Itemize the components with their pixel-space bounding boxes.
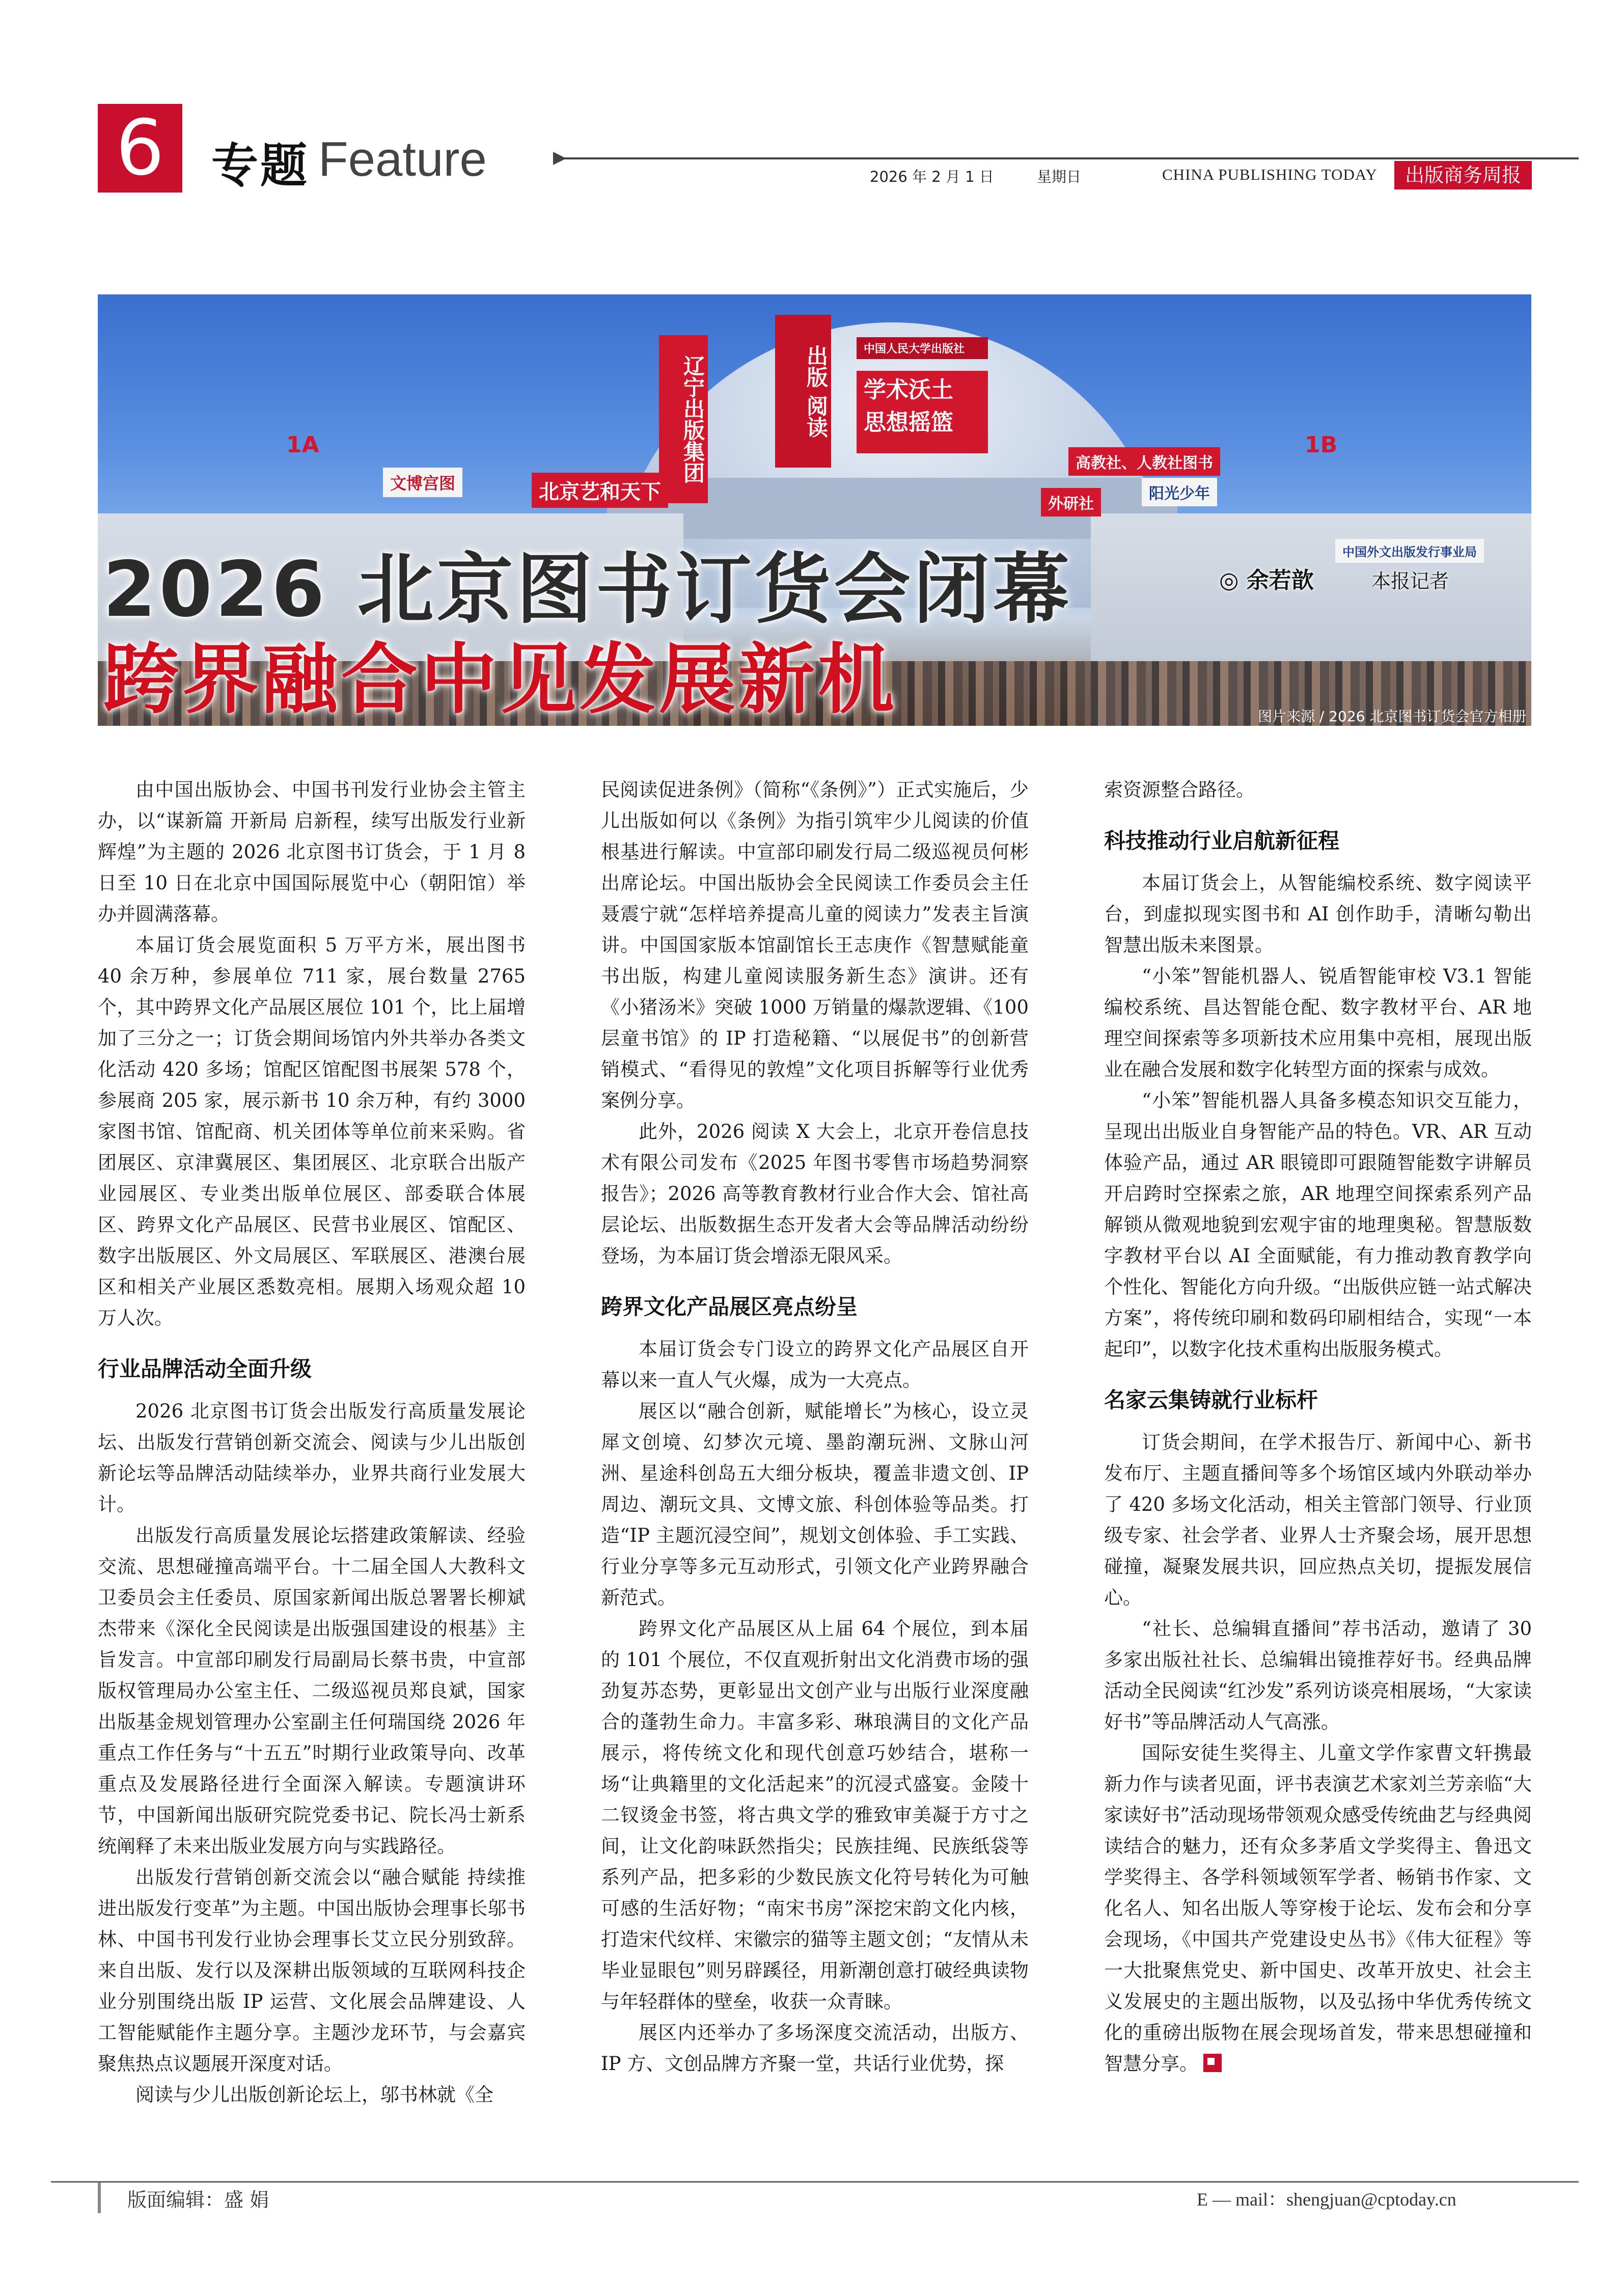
banner-reading: 出版 阅读 [775, 315, 831, 468]
footer-editor: 版面编辑：盛 娟 [127, 2189, 269, 2211]
paragraph: 展区以“融合创新，赋能增长”为核心，设立灵犀文创境、幻梦次元境、墨韵潮玩洲、文脉山河洲、星途科创岛五大细分板块，覆盖非遗文创、IP 周边、潮玩文具、文博文旅、科创体验等品类。打造“IP 主题沉浸空间”，规划文创体验、手工实践、行业分享等多元互动形式，引领文化产业跨界融合新范式。 [601, 1400, 1029, 1609]
byline-author: ◎ 余若歆 [1219, 567, 1314, 593]
article-column-1 [98, 774, 526, 2110]
publication-name-en: CHINA PUBLISHING TODAY [1162, 166, 1378, 183]
sign-yihe-tianxia: 北京艺和天下 [532, 473, 668, 508]
subheading: 跨界文化产品展区亮点纷呈 [601, 1294, 858, 1319]
byline-role: 本报记者 [1371, 570, 1449, 592]
paragraph: 展区内还举办了多场深度交流活动，出版方、IP 方、文创品牌方齐聚一堂，共话行业优势，探 [601, 2022, 1029, 2075]
paragraph: 出版发行高质量发展论坛搭建政策解读、经验交流、思想碰撞高端平台。十二届全国人大教科文卫委员会主任委员、原国家新闻出版总署署长柳斌杰带来《深化全民阅读是出版强国建设的根基》主旨发言。中宣部印刷发行局副局长蔡书贵，中宣部版权管理局办公室主任、二级巡视员郑良斌，国家出版基金规划管理办公室副主任何瑞国绕 2026 年重点工作任务与“十五五”时期行业政策导向、改革重点及发展路径进行全面深入解读。专题演讲环节，中国新闻出版研究院党委书记、院长冯士新系统阐释了未来出版业发展方向与实践路径。 [98, 1525, 526, 1857]
publication-name-cn: 出版商务周报 [1394, 161, 1532, 189]
footer-email: E — mail：shengjuan@cptoday.cn [1197, 2189, 1456, 2210]
sign-cipg: 中国外文出版发行事业局 [1335, 539, 1484, 563]
sign-higher-edu: 高教社、人教社图书 [1068, 447, 1220, 476]
header-rule [555, 157, 1579, 159]
section-title-en: Feature [318, 132, 487, 186]
footer-rule [51, 2181, 1579, 2183]
hall-label-1a: 1A [286, 432, 319, 458]
paragraph: “小笨”智能机器人、锐盾智能审校 V3.1 智能编校系统、昌达智能仓配、数字教材平台、AR 地理空间探索等多项新技术应用集中亮相，展现出版业在融合发展和数字化转型方面的探索与成效。 [1104, 965, 1532, 1080]
paragraph: 索资源整合路径。 [1104, 779, 1255, 801]
paragraph: 此外，2026 阅读 X 大会上，北京开卷信息技术有限公司发布《2025 年图书零售市场趋势洞察报告》；2026 高等教育教材行业合作大会、馆社高层论坛、出版数据生态开发者大会等品牌活动纷纷登场，为本届订货会增添无限风采。 [601, 1121, 1029, 1267]
paragraph: 出版发行营销创新交流会以“融合赋能 持续推进出版发行变革”为主题。中国出版协会理事长邬书林、中国书刊发行业协会理事长艾立民分别致辞。来自出版、发行以及深耕出版领域的互联网科技企业分别围绕出版 IP 运营、文化展会品牌建设、人工智能赋能作主题分享。主题沙龙环节，与会嘉宾聚焦热点议题展开深度对话。 [98, 1866, 526, 2075]
footer-marker [98, 2183, 101, 2213]
photo-credit: 图片来源 / 2026 北京图书订货会官方相册 [1258, 708, 1527, 725]
article-column-2 [601, 774, 1029, 2079]
paragraph [1104, 1737, 1532, 2079]
paragraph: 阅读与少儿出版创新论坛上，邬书林就《全 [135, 2084, 493, 2106]
paragraph: 民阅读促进条例》（简称“《条例》”）正式实施后，少儿出版如何以《条例》为指引筑牢少儿阅读的价值根基进行解读。中宣部印刷发行局二级巡视员何彬出席论坛。中国出版协会全民阅读工作委员会主任聂震宁就“怎样培养提高儿童的阅读力”发表主旨演讲。中国国家版本馆副馆长王志庚作《智慧赋能童书出版，构建儿童阅读服务新生态》演讲。还有《小猪汤米》突破 1000 万销量的爆款逻辑、《100 层童书馆》的 IP 打造秘籍、“以展促书”的创新营销模式、“看得见的敦煌”文化项目拆解等行业优秀案例分享。 [601, 779, 1029, 1111]
article-end-icon [1203, 2054, 1222, 2072]
paragraph: “小笨”智能机器人具备多模态知识交互能力，呈现出出版业自身智能产品的特色。VR、AR 互动体验产品，通过 AR 眼镜即可跟随智能数字讲解员开启跨时空探索之旅，AR 地理空间探索系列产品解锁从微观地貌到宏观宇宙的地理奥秘。智慧版数字教材平台以 AI 全面赋能，有力推动教育教学向个性化、智能化方向升级。“出版供应链一站式解决方案”，将传统印刷和数码印刷相结合，实现“一本起印”，以数字化技术重构出版服务模式。 [1104, 1090, 1532, 1360]
sign-wenbo: 文博宫图 [383, 468, 462, 497]
headline-main: 2026 北京图书订货会闭幕 [103, 546, 1072, 634]
headline-sub: 跨界融合中见发展新机 [103, 636, 898, 724]
page-number: 6 [98, 104, 182, 193]
subheading: 名家云集铸就行业标杆 [1104, 1387, 1318, 1412]
banner-academic: 学术沃土 思想摇篮 [857, 371, 988, 453]
paragraph: “社长、总编辑直播间”荐书活动，邀请了 30 多家出版社社长、总编辑出镜推荐好书。经典品牌活动全民阅读“红沙发”系列访谈亮相展场，“大家读好书”等品牌活动人气高涨。 [1104, 1618, 1532, 1733]
paragraph: 跨界文化产品展区从上届 64 个展位，到本届的 101 个展位，不仅直观折射出文化消费市场的强劲复苏态势，更彰显出文创产业与出版行业深度融合的蓬勃生命力。丰富多彩、琳琅满目的文化产品展示，将传统文化和现代创意巧妙结合，堪称一场“让典籍里的文化活起来”的沉浸式盛宴。金陵十二钗烫金书签，将古典文学的雅致审美凝于方寸之间，让文化韵味跃然指尖；民族挂绳、民族纸袋等系列产品，把多彩的少数民族文化符号转化为可触可感的生活好物；“南宋书房”深挖宋韵文化内核，打造宋代纹样、宋徽宗的猫等主题文创；“友情从未毕业显眼包”则另辟蹊径，用新潮创意打破经典读物与年轻群体的壁垒，收获一众青睐。 [601, 1618, 1029, 2012]
paragraph: 2026 北京图书订货会出版发行高质量发展论坛、出版发行营销创新交流会、阅读与少儿出版创新论坛等品牌活动陆续举办，业界共商行业发展大计。 [98, 1400, 526, 1515]
issue-date: 2026 年 2 月 1 日 [870, 168, 994, 185]
paragraph: 本届订货会展览面积 5 万平方米，展出图书 40 余万种，参展单位 711 家，展台数量 2765 个，其中跨界文化产品展区展位 101 个，比上届增加了三分之一；订货会期间场馆内外共举办各类文化活动 420 多场；馆配区馆配图书展架 578 个，参展商 205 家，展示新书 10 余万种，有约 3000 家图书馆、馆配商、机关团体等单位前来采购。省团展区、京津冀展区、集团展区、北京联合出版产业园展区、专业类出版单位展区、部委联合体展区、跨界文化产品展区、民营书业展区、馆配区、数字出版展区、外文局展区、军联展区、港澳台展区和相关产业展区悉数亮相。展期入场观众超 10 万人次。 [98, 934, 526, 1329]
paragraph: 订货会期间，在学术报告厅、新闻中心、新书发布厅、主题直播间等多个场馆区域内外联动举办了 420 多场文化活动，相关主管部门领导、行业顶级专家、社会学者、业界人士齐聚会场，展开思想碰撞，凝聚发展共识，回应热点关切，提振发展信心。 [1104, 1431, 1532, 1609]
subheading: 行业品牌活动全面升级 [98, 1356, 312, 1381]
paragraph: 本届订货会专门设立的跨界文化产品展区自开幕以来一直人气火爆，成为一大亮点。 [601, 1338, 1029, 1391]
paragraph-text: 国际安徒生奖得主、儿童文学作家曹文轩携最新力作与读者见面，评书表演艺术家刘兰芳亲临“大家读好书”活动现场带领观众感受传统曲艺与经典阅读结合的魅力，还有众多茅盾文学奖得主、鲁迅文学奖得主、各学科领域领军学者、畅销书作家、文化名人、知名出版人等穿梭于论坛、发布会和分享会现场，《中国共产党建设史丛书》《伟大征程》等一大批聚焦党史、新中国史、改革开放史、社会主义发展史的主题出版物，以及弘扬中华优秀传统文化的重磅出版物在展会现场首发，带来思想碰撞和智慧分享。 [1104, 1742, 1532, 2075]
issue-weekday: 星期日 [1037, 168, 1082, 185]
paragraph: 由中国出版协会、中国书刊发行业协会主管主办，以“谋新篇 开新局 启新程，续写出版发行业新辉煌”为主题的 2026 北京图书订货会，于 1 月 8 日至 10 日在北京中国国际展览中心（朝阳馆）举办并圆满落幕。 [98, 779, 526, 925]
sign-sunshine-youth: 阳光少年 [1142, 478, 1217, 506]
banner-liaoning: 辽宁出版集团 [659, 335, 708, 503]
section-title-cn: 专题 [211, 138, 310, 193]
paragraph: 本届订货会上，从智能编校系统、数字阅读平台，到虚拟现实图书和 AI 创作助手，清晰勾勒出智慧出版未来图景。 [1104, 872, 1532, 956]
banner-renmin-press: 中国人民大学出版社 [857, 337, 988, 359]
article-column-3 [1104, 774, 1532, 2079]
subheading: 科技推动行业启航新征程 [1104, 828, 1340, 853]
hall-label-1b: 1B [1305, 432, 1338, 458]
sign-fltrp: 外研社 [1041, 488, 1101, 516]
